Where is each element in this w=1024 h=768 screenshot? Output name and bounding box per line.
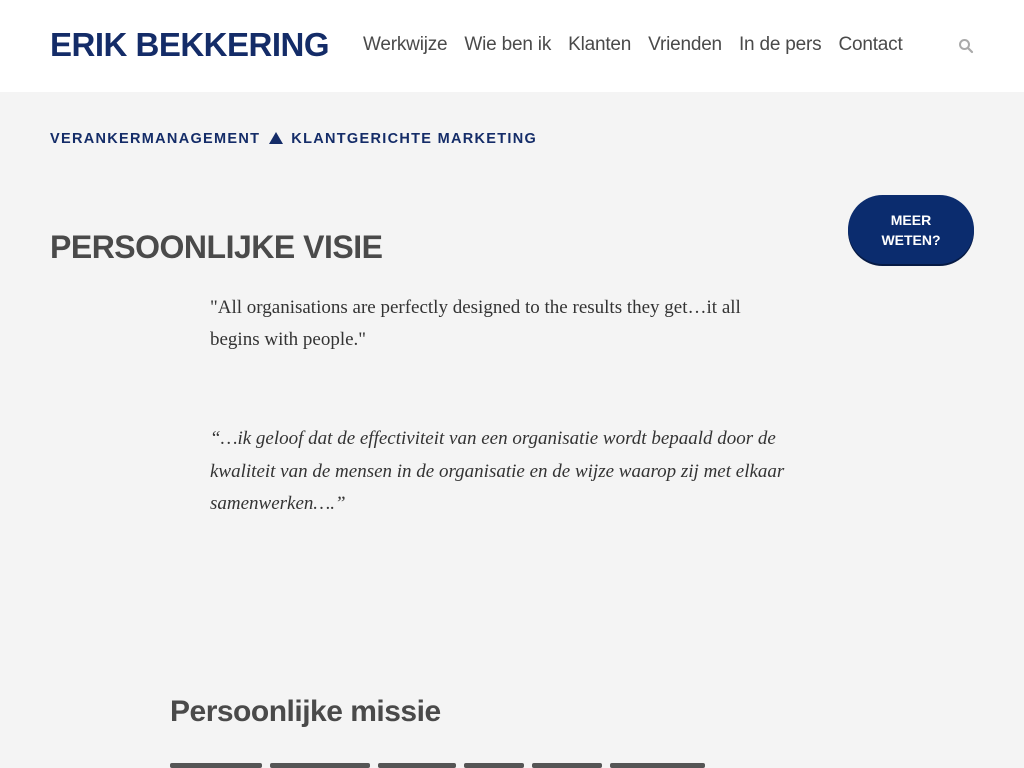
search-icon[interactable] xyxy=(957,37,975,55)
tagline-left: VERANKERMANAGEMENT xyxy=(50,131,261,147)
page-title: PERSOONLIJKE VISIE xyxy=(50,229,383,265)
triangle-up-icon xyxy=(269,132,283,144)
cut-off-text-line xyxy=(170,756,770,768)
site-header xyxy=(0,0,1024,92)
nav-item-wie-ben-ik[interactable]: Wie ben ik xyxy=(464,34,552,55)
nav-item-klanten[interactable]: Klanten xyxy=(568,34,632,55)
section-title-missie: Persoonlijke missie xyxy=(170,695,441,728)
tagline xyxy=(50,131,537,147)
meer-weten-label xyxy=(881,210,940,250)
nav-item-werkwijze[interactable]: Werkwijze xyxy=(363,34,448,55)
meer-weten-label-line1: MEER xyxy=(890,211,932,228)
main-nav xyxy=(363,34,903,56)
meer-weten-button[interactable] xyxy=(848,195,974,264)
nav-item-vrienden[interactable]: Vrienden xyxy=(648,34,722,55)
meer-weten-label-line2: WETEN? xyxy=(881,231,941,248)
quote-dutch: “…ik geloof dat de effectiviteit van een organisatie wordt bepaald door de kwaliteit van de mensen in de organisatie en de wijze waarop zij met elkaar samenwerken….” xyxy=(210,428,785,514)
tagline-right: KLANTGERICHTE MARKETING xyxy=(291,131,538,147)
quote-english: "All organisations are perfectly designed to the results they get…it all begins with people." xyxy=(210,297,741,350)
nav-item-contact[interactable]: Contact xyxy=(838,34,903,55)
nav-item-in-de-pers[interactable]: In de pers xyxy=(738,34,822,55)
site-logo[interactable]: ERIK BEKKERING xyxy=(50,26,330,63)
